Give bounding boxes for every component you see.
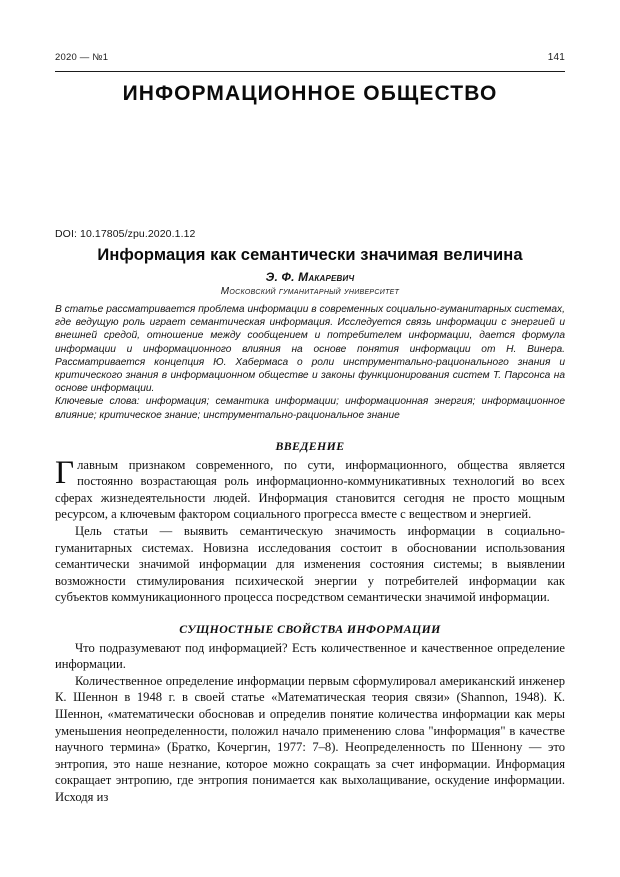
issue-label: 2020 — №1 bbox=[55, 52, 109, 63]
running-head-rule bbox=[55, 71, 565, 72]
article-body bbox=[55, 438, 565, 805]
paragraph-properties-2: Количественное определение информации первым сформулировал американский инженер К. Шеннон в 1948 г. в своей статье «Математическая теория связи» (Shannon, 1948). К. Шеннон, «математически обосновав и определив понятие количества информации как меры уменьшения неопределенности, положил начало применению слова "информация" в качестве научного термина» (Братко, Кочергин, 1977: 7–8). Неопределенность по Шеннону — это энтропия, это наше незнание, которое можно сокращать за счет информации. Информация сокращает энтропию, где энтропия понимается как выхолащивание, оскудение информации. Исходя из bbox=[55, 673, 565, 804]
article-affiliation: Московский гуманитарный университет bbox=[220, 285, 400, 297]
keywords-line: Ключевые слова: информация; семантика информации; информационная энергия; информационное влияние; критическое знание; инструментально-рациональное знание bbox=[55, 396, 565, 421]
paragraph-properties-1: Что подразумевают под информацией? Есть количественное и качественное определение информации. bbox=[55, 640, 565, 672]
page-number: 141 bbox=[547, 52, 565, 63]
doi-line[interactable]: DOI: 10.17805/zpu.2020.1.12 bbox=[55, 228, 196, 240]
article-title: Информация как семантически значимая величина bbox=[97, 246, 523, 264]
paragraph-intro-1 bbox=[55, 454, 565, 523]
section-heading-properties: СУЩНОСТНЫЕ СВОЙСТВА ИНФОРМАЦИИ bbox=[179, 621, 441, 636]
article-author: Э. Ф. Макаревич bbox=[265, 269, 355, 284]
running-head bbox=[55, 52, 565, 70]
abstract-block bbox=[55, 303, 565, 422]
section-heading-introduction: ВВЕДЕНИЕ bbox=[275, 439, 345, 453]
paragraph-intro-2: Цель статьи — выявить семантическую значимость информации в социально-гуманитарных системах. Новизна исследования состоит в обосновании использования семантически значимой информации для изменения состояния системы; в выявлении возможности стимулирования психической энергии у потребителей информации как субъектов коммуникационного процесса посредством семантически значимой информации. bbox=[55, 523, 565, 605]
article-header bbox=[55, 228, 565, 297]
abstract-text: В статье рассматривается проблема информации в современных социально-гуманитарных системах, где ведущую роль играет семантическая информация. Исследуется связь информации с энергией и внешней средой, отношение между сообщением и потребителем информации, дается формула информации и информационного влияния на основе понятия информации от Н. Винера. Рассматривается концепция Ю. Хабермаса о роли инструментально-рационального знания и критического знания в информационном обществе и законы функционирования систем Т. Парсонса на основе информации. bbox=[55, 304, 565, 395]
paragraph-text: лавным признаком современного, по сути, информационного, общества является постоянно возрастающая роль информационно-коммуникативных технологий во всех сферах жизнедеятельности людей. Информация становится сегодня не просто мощным ресурсом, а ключевым фактором социального прогресса вместе с веществом и энергией. bbox=[55, 457, 565, 522]
drop-cap: Г bbox=[55, 454, 75, 491]
rubric-title: ИНФОРМАЦИОННОЕ ОБЩЕСТВО bbox=[122, 82, 498, 105]
